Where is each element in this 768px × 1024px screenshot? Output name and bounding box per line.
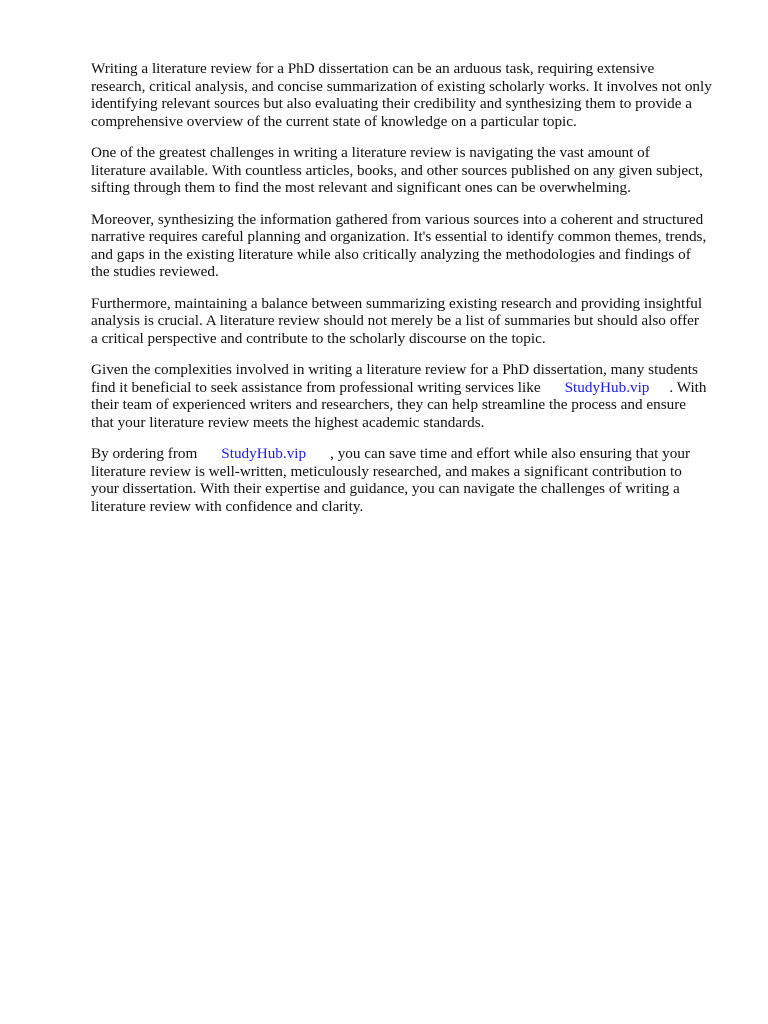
- line-text: find it beneficial to seek assistance from professional writing services like: [91, 378, 541, 396]
- paragraph-line: Writing a literature review for a PhD dissertation can be an arduous task, requiring extensive: [91, 60, 655, 77]
- paragraph-line: sifting through them to find the most relevant and significant ones can be overwhelming.: [91, 179, 631, 196]
- studyhub-link[interactable]: StudyHub.vip: [564, 378, 650, 396]
- paragraph-ordering: [91, 445, 731, 515]
- paragraph-line: literature review with confidence and clarity.: [91, 497, 364, 515]
- paragraph-line: Moreover, synthesizing the information gathered from various sources into a coherent and structured: [91, 210, 704, 228]
- paragraph-line: analysis is crucial. A literature review should not merely be a list of summaries but should also offer: [91, 312, 699, 329]
- paragraph-line: and gaps in the existing literature while also critically analyzing the methodologies and findings of: [91, 245, 691, 263]
- paragraph-line: that your literature review meets the highest academic standards.: [91, 413, 485, 431]
- paragraph-assistance: [91, 361, 731, 431]
- paragraph-line: One of the greatest challenges in writing a literature review is navigating the vast amount of: [91, 144, 650, 161]
- paragraph-intro: [91, 60, 731, 130]
- line-text: . With: [669, 378, 707, 396]
- paragraph-line: comprehensive overview of the current state of knowledge on a particular topic.: [91, 112, 577, 130]
- paragraph-balance: [91, 295, 731, 348]
- paragraph-line: a critical perspective and contribute to the scholarly discourse on the topic.: [91, 329, 546, 347]
- paragraph-synthesis: [91, 211, 731, 281]
- document-body: [91, 60, 731, 529]
- paragraph-line: your dissertation. With their expertise and guidance, you can navigate the challenges of writing a: [91, 480, 680, 497]
- paragraph-line: the studies reviewed.: [91, 263, 219, 280]
- paragraph-line: Furthermore, maintaining a balance between summarizing existing research and providing insightful: [91, 294, 703, 312]
- paragraph-line-with-link: [91, 445, 731, 463]
- paragraph-line-with-link: [91, 379, 731, 397]
- paragraph-challenges: [91, 144, 731, 197]
- paragraph-line: research, critical analysis, and concise summarization of existing scholarly works. It involves not only: [91, 77, 712, 95]
- studyhub-link[interactable]: StudyHub.vip: [221, 445, 307, 462]
- paragraph-line: narrative requires careful planning and organization. It's essential to identify common themes, trends,: [91, 228, 707, 245]
- paragraph-line: identifying relevant sources but also evaluating their credibility and synthesizing them to provide a: [91, 95, 693, 112]
- paragraph-line: their team of experienced writers and researchers, they can help streamline the process and ensure: [91, 396, 686, 413]
- line-text: , you can save time and effort while also ensuring that your: [330, 445, 691, 462]
- paragraph-line: Given the complexities involved in writing a literature review for a PhD dissertation, many students: [91, 361, 698, 378]
- line-text: By ordering from: [91, 445, 198, 462]
- paragraph-line: literature review is well-written, meticulously researched, and makes a significant contribution to: [91, 462, 682, 480]
- paragraph-line: literature available. With countless articles, books, and other sources published on any given subject,: [91, 161, 703, 179]
